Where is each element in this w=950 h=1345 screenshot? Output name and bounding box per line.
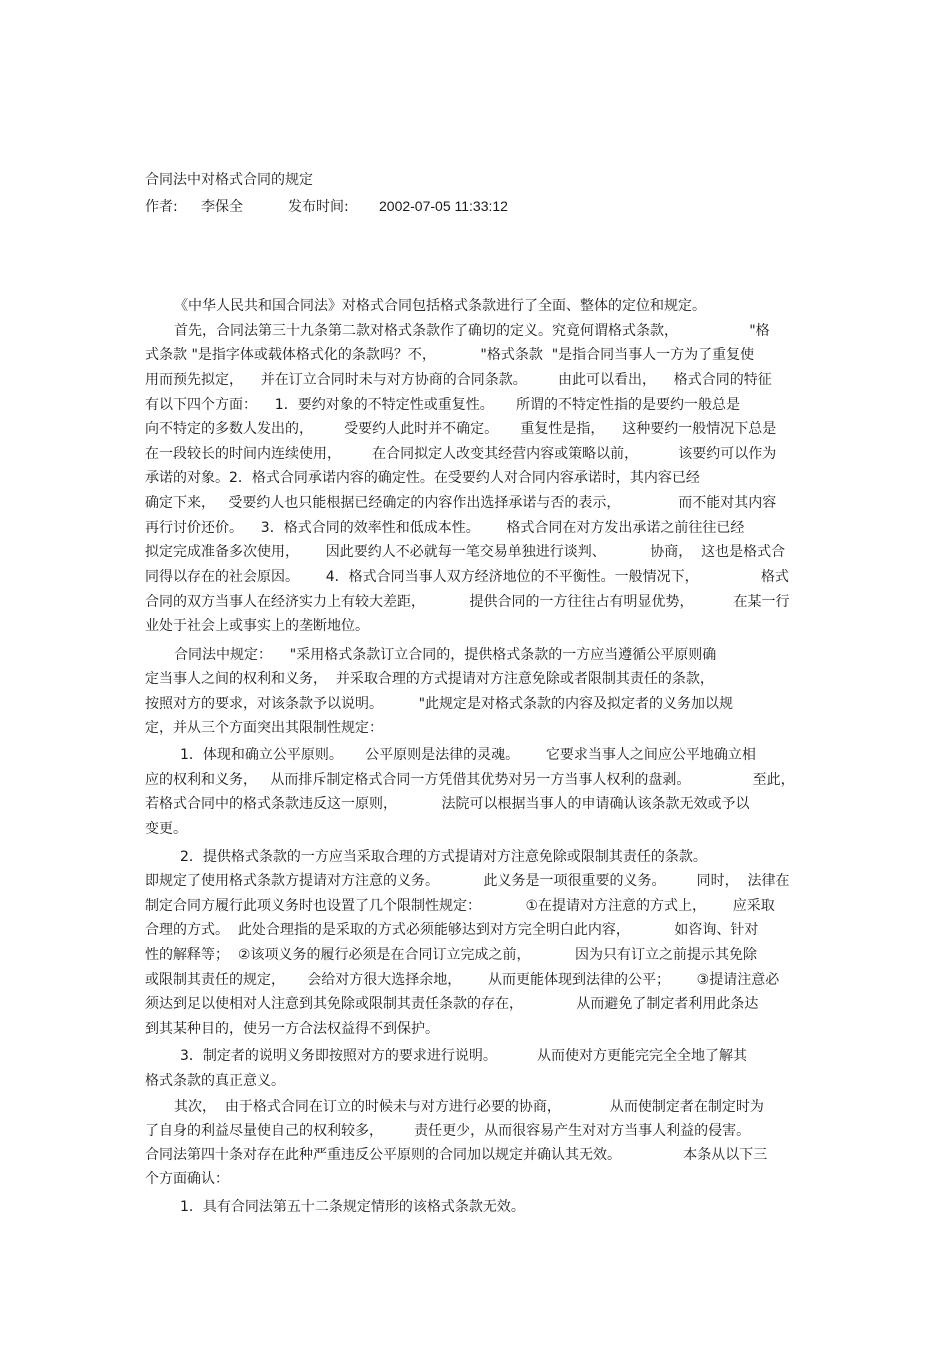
body-line: 合理的方式。 此处合理指的是采取的方式必须能够达到对方完全明白此内容， 如咨询、针对 — [145, 922, 759, 938]
body-line: 合同法中规定： "采用格式条款订立合同的，提供格式条款的一方应当遵循公平原则确 — [174, 647, 717, 663]
publish-date-value: 2002-07-05 11:33:12 — [379, 198, 508, 214]
body-line: 合同的双方当事人在经济实力上有较大差距， 提供合同的一方往往占有明显优势， 在某一行 — [145, 594, 790, 610]
body-line: 了自身的利益尽量使自己的权利较多， 责任更少，从而很容易产生对对方当事人利益的侵害。 — [145, 1123, 751, 1139]
body-line: 同得以存在的社会原因。 4．格式合同当事人双方经济地位的不平衡性。一般情况下， 格式 — [145, 569, 789, 585]
body-line: 1．具有合同法第五十二条规定情形的该格式条款无效。 — [180, 1199, 525, 1215]
body-line: 个方面确认： — [145, 1171, 229, 1187]
body-line: 制定合同方履行此项义务时也设置了几个限制性规定： ①在提请对方注意的方式上， 应采取 — [145, 898, 775, 914]
body-line: 用而预先拟定， 并在订立合同时未与对方协商的合同条款。 由此可以看出， 格式合同的特征 — [145, 372, 772, 388]
body-line: 变更。 — [145, 821, 187, 837]
body-line: 拟定完成准备多次使用， 因此要约人不必就每一笔交易单独进行谈判、 协商， 这也是格式合 — [145, 544, 786, 560]
body-line: 业处于社会上或事实上的垄断地位。 — [145, 618, 369, 634]
body-line: 按照对方的要求，对该条款予以说明。 "此规定是对格式条款的内容及拟定者的义务加以规 — [145, 696, 734, 712]
body-line: 须达到足以使相对人注意到其免除或限制其责任条款的存在， 从而避免了制定者利用此条达 — [145, 996, 759, 1012]
publish-date-label: 发布时间: — [288, 199, 349, 215]
body-line: 向不特定的多数人发出的， 受要约人此时并不确定。 重复性是指， 这种要约一般情况下总是 — [145, 421, 777, 437]
body-line: 其次， 由于格式合同在订立的时候未与对方进行必要的协商， 从而使制定者在制定时为 — [174, 1099, 764, 1115]
body-line: 到其某种目的，使另一方合法权益得不到保护。 — [145, 1021, 439, 1037]
body-line: 合同法第四十条对存在此种严重违反公平原则的合同加以规定并确认其无效。 本条从以下三 — [145, 1147, 768, 1163]
body-line: 或限制其责任的规定， 会给对方很大选择余地， 从而更能体现到法律的公平； ③提请注意必 — [145, 972, 780, 988]
body-line: 性的解释等； ②该项义务的履行必须是在合同订立完成之前， 因为只有订立之前提示其免除 — [145, 947, 757, 963]
body-line: 格式条款的真正意义。 — [145, 1073, 285, 1089]
article-title: 合同法中对格式合同的规定 — [145, 172, 313, 188]
author-label: 作者: — [145, 199, 178, 215]
body-line: 1．体现和确立公平原则。 公平原则是法律的灵魂。 它要求当事人之间应公平地确立相 — [180, 747, 756, 763]
body-line: 有以下四个方面： 1．要约对象的不特定性或重复性。 所谓的不特定性指的是要约一般总是 — [145, 397, 740, 413]
body-line: 定当事人之间的权利和义务， 并采取合理的方式提请对方注意免除或者限制其责任的条款， — [145, 671, 714, 687]
body-line: 应的权利和义务， 从而排斥制定格式合同一方凭借其优势对另一方当事人权利的盘剥。 至此， — [145, 772, 795, 788]
body-line: 在一段较长的时间内连续使用， 在合同拟定人改变其经营内容或策略以前， 该要约可以作为 — [145, 446, 777, 462]
body-line: 再行讨价还价。 3．格式合同的效率性和低成本性。 格式合同在对方发出承诺之前往往已经 — [145, 520, 745, 536]
body-line: 首先，合同法第三十九条第二款对格式条款作了确切的定义。究竟何谓格式条款， "格 — [174, 323, 770, 339]
body-line: 即规定了使用格式条款方提请对方注意的义务。 此义务是一项很重要的义务。 同时， 法律在 — [145, 873, 790, 889]
body-line: 确定下来， 受要约人也只能根据已经确定的内容作出选择承诺与否的表示， 而不能对其内容 — [145, 495, 777, 511]
author-name: 李保全 — [201, 199, 243, 215]
body-line: 承诺的对象。2．格式合同承诺内容的确定性。在受要约人对合同内容承诺时，其内容已经 — [145, 470, 700, 486]
body-line: 3．制定者的说明义务即按照对方的要求进行说明。 从而使对方更能完完全全地了解其 — [180, 1048, 747, 1064]
body-line: 若格式合同中的格式条款违反这一原则， 法院可以根据当事人的申请确认该条款无效或予以 — [145, 796, 750, 812]
body-line: 式条款 "是指字体或载体格式化的条款吗？不， "格式条款 "是指合同当事人一方为了重复使 — [145, 347, 755, 363]
body-line: 2．提供格式条款的一方应当采取合理的方式提请对方注意免除或限制其责任的条款。 — [180, 849, 707, 865]
body-line: 定，并从三个方面突出其限制性规定： — [145, 720, 383, 736]
body-line: 《中华人民共和国合同法》对格式合同包括格式条款进行了全面、整体的定位和规定。 — [174, 298, 706, 314]
